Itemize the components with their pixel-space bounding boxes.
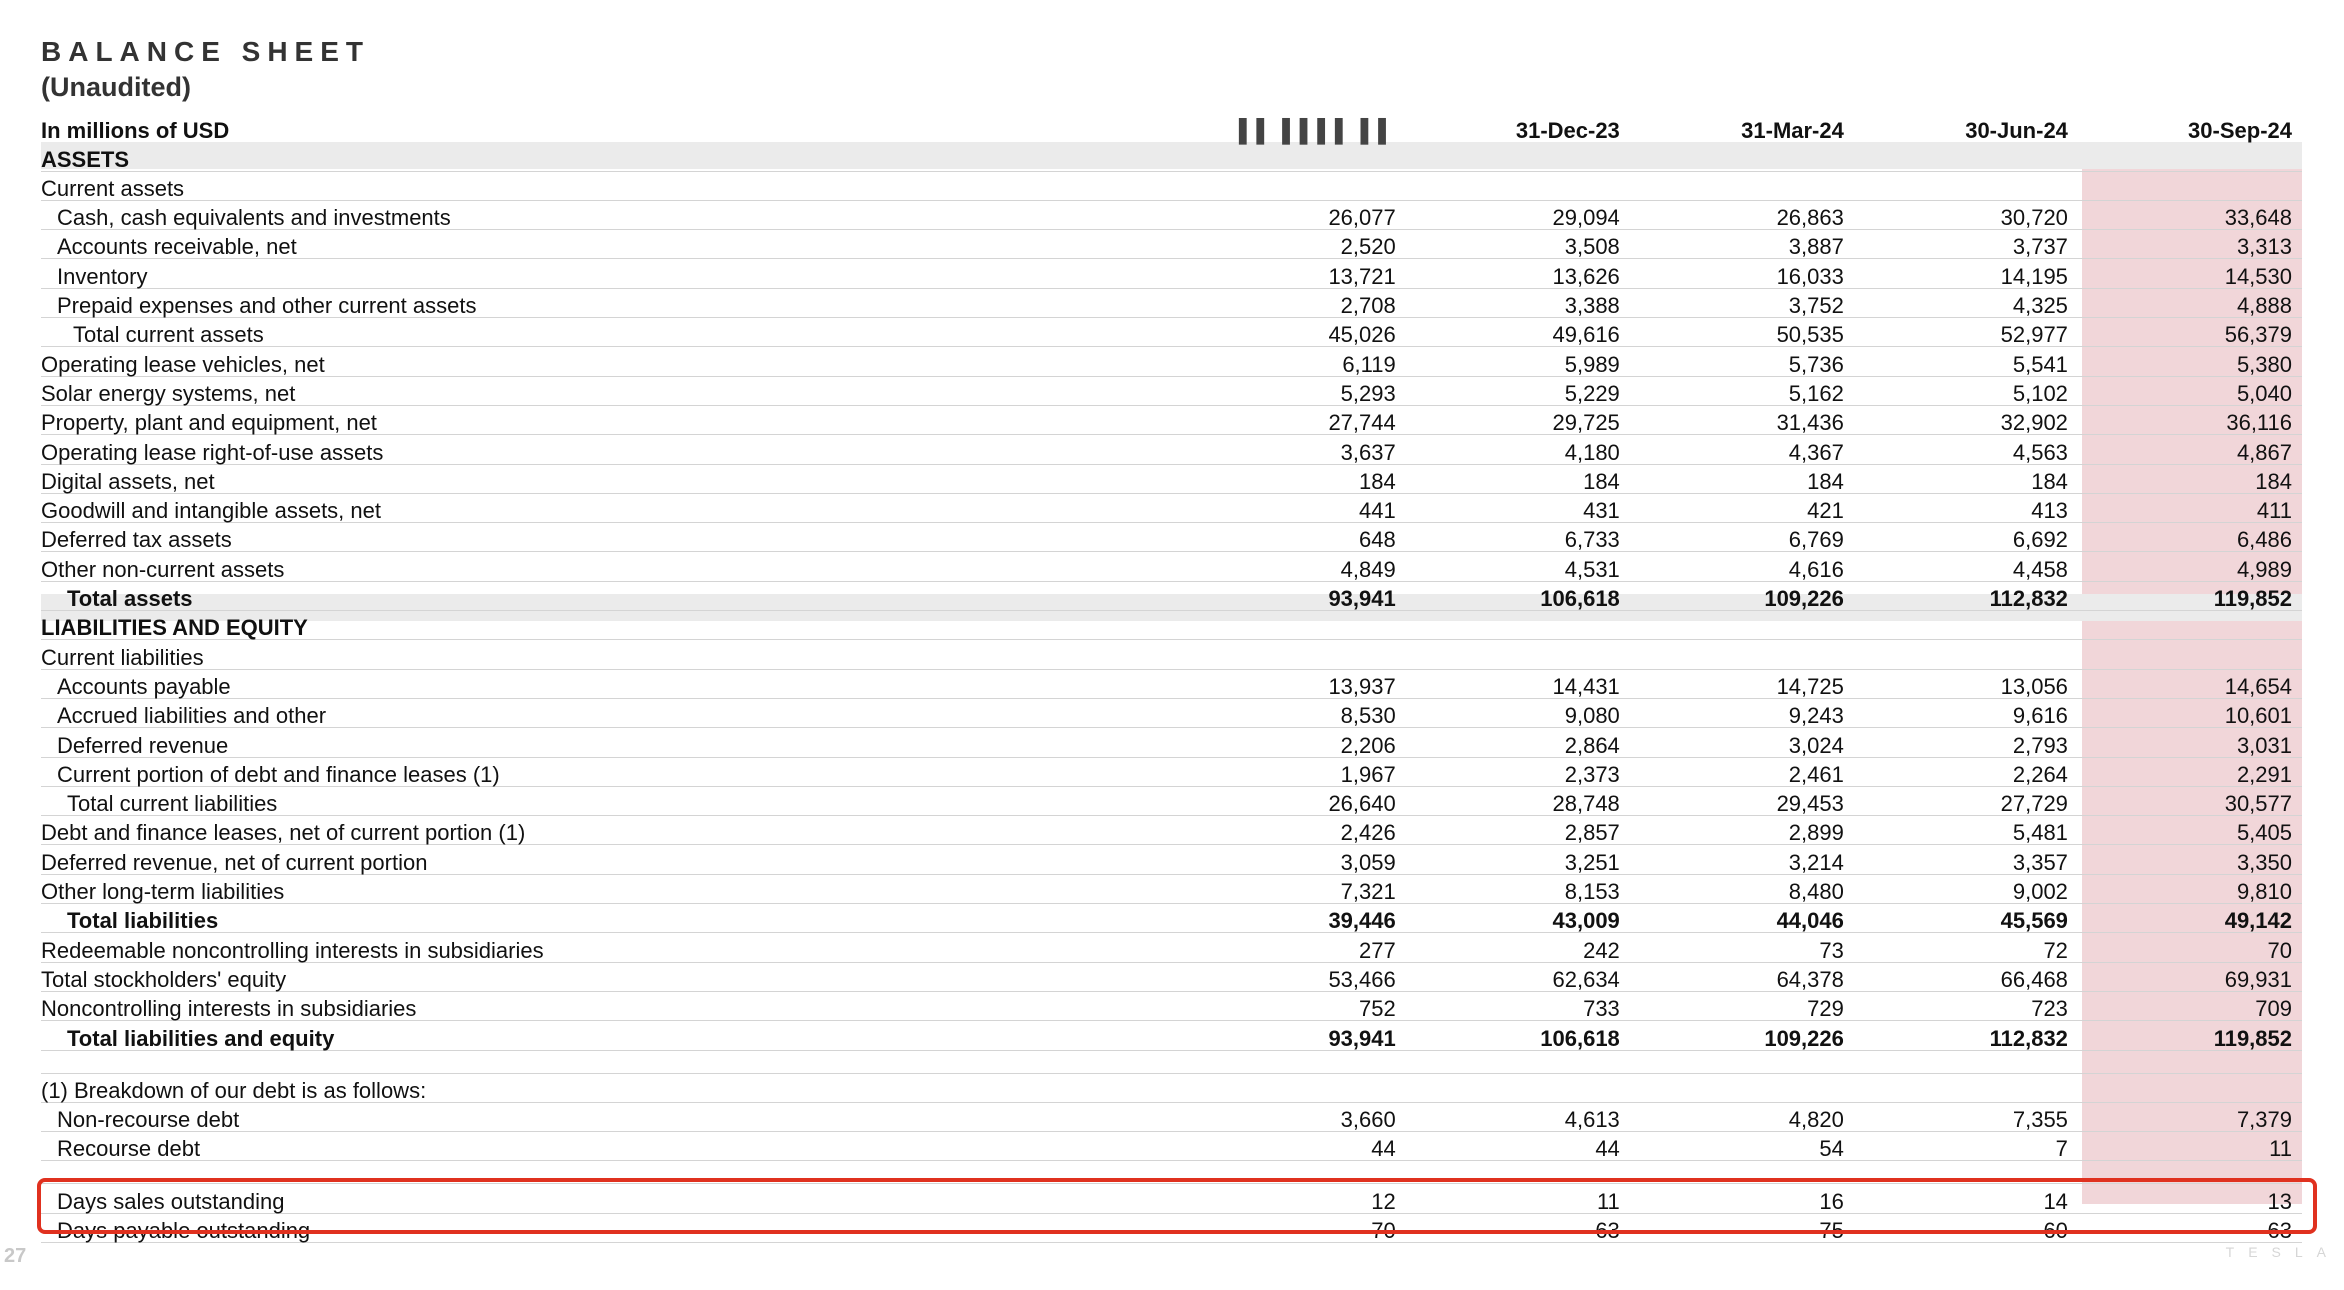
cell-value: 5,541 bbox=[1854, 347, 2078, 376]
row-label: Deferred revenue, net of current portion bbox=[41, 845, 1182, 874]
cell-value: 2,426 bbox=[1182, 816, 1406, 845]
cell-value: 109,226 bbox=[1630, 1021, 1854, 1050]
table-row bbox=[41, 259, 2302, 288]
cell-value: 3,887 bbox=[1630, 230, 1854, 259]
cell-value: 60 bbox=[1854, 1213, 2078, 1242]
cell-value: 12 bbox=[1182, 1184, 1406, 1213]
cell-value: 14,725 bbox=[1630, 669, 1854, 698]
row-label: Other long-term liabilities bbox=[41, 874, 1182, 903]
cell-value: 14,654 bbox=[2078, 669, 2302, 698]
row-label: Days payable outstanding bbox=[41, 1213, 1182, 1242]
cell-value: 7,379 bbox=[2078, 1102, 2302, 1131]
cell-value: 729 bbox=[1630, 991, 1854, 1020]
cell-value: 119,852 bbox=[2078, 581, 2302, 610]
cell-value: 52,977 bbox=[1854, 318, 2078, 347]
cell-value: 10,601 bbox=[2078, 698, 2302, 727]
cell-value: 709 bbox=[2078, 991, 2302, 1020]
cell-value: 13 bbox=[2078, 1184, 2302, 1213]
cell-value: 75 bbox=[1630, 1213, 1854, 1242]
row-label: Other non-current assets bbox=[41, 552, 1182, 581]
page-number: 27 bbox=[4, 1245, 27, 1267]
cell-value: 3,660 bbox=[1182, 1102, 1406, 1131]
cell-value: 2,857 bbox=[1406, 816, 1630, 845]
cell-value: 3,637 bbox=[1182, 435, 1406, 464]
cell-value: 3,737 bbox=[1854, 230, 2078, 259]
row-label: Solar energy systems, net bbox=[41, 376, 1182, 405]
cell-value: 4,180 bbox=[1406, 435, 1630, 464]
cell-value: 70 bbox=[2078, 933, 2302, 962]
cell-value: 5,989 bbox=[1406, 347, 1630, 376]
unit-label: In millions of USD bbox=[41, 118, 230, 144]
cell-value: 49,616 bbox=[1406, 318, 1630, 347]
cell-value: 32,902 bbox=[1854, 405, 2078, 434]
row-label: Current portion of debt and finance leases (1) bbox=[41, 757, 1182, 786]
cell-value: 184 bbox=[1630, 464, 1854, 493]
cell-value: 2,520 bbox=[1182, 230, 1406, 259]
cell-value: 4,849 bbox=[1182, 552, 1406, 581]
row-label: Redeemable noncontrolling interests in subsidiaries bbox=[41, 933, 1182, 962]
row-label: Accounts payable bbox=[41, 669, 1182, 698]
row-label: Deferred tax assets bbox=[41, 523, 1182, 552]
cell-value: 106,618 bbox=[1406, 1021, 1630, 1050]
cell-value: 9,002 bbox=[1854, 874, 2078, 903]
cell-value: 9,810 bbox=[2078, 874, 2302, 903]
cell-value: 2,373 bbox=[1406, 757, 1630, 786]
cell-value: 431 bbox=[1406, 493, 1630, 522]
page-subtitle: (Unaudited) bbox=[41, 72, 191, 102]
cell-value: 7,321 bbox=[1182, 874, 1406, 903]
cell-value: 4,458 bbox=[1854, 552, 2078, 581]
cell-value: 4,867 bbox=[2078, 435, 2302, 464]
cell-value: 16 bbox=[1630, 1184, 1854, 1213]
cell-value: 44 bbox=[1182, 1132, 1406, 1161]
cell-value: 50,535 bbox=[1630, 318, 1854, 347]
cell-value: 54 bbox=[1630, 1132, 1854, 1161]
cell-value: 184 bbox=[1854, 464, 2078, 493]
cell-value: 13,056 bbox=[1854, 669, 2078, 698]
cell-value: 49,142 bbox=[2078, 904, 2302, 933]
cell-value: 27,729 bbox=[1854, 786, 2078, 815]
row-label: Cash, cash equivalents and investments bbox=[41, 200, 1182, 229]
column-header-period-1: ▌▌ ▌▌▌▌ ▌▌ bbox=[1238, 118, 1396, 144]
row-label: Goodwill and intangible assets, net bbox=[41, 493, 1182, 522]
table-row bbox=[41, 933, 2302, 962]
cell-value: 53,466 bbox=[1182, 962, 1406, 991]
cell-value: 109,226 bbox=[1630, 581, 1854, 610]
cell-value: 9,243 bbox=[1630, 698, 1854, 727]
row-label: Current assets bbox=[41, 171, 1182, 200]
cell-value: 648 bbox=[1182, 523, 1406, 552]
cell-value: 242 bbox=[1406, 933, 1630, 962]
total-row bbox=[41, 581, 2302, 610]
cell-value: 29,453 bbox=[1630, 786, 1854, 815]
cell-value: 5,405 bbox=[2078, 816, 2302, 845]
table-row bbox=[41, 728, 2302, 757]
cell-value: 5,102 bbox=[1854, 376, 2078, 405]
cell-value: 70 bbox=[1182, 1213, 1406, 1242]
cell-value: 733 bbox=[1406, 991, 1630, 1020]
table-row bbox=[41, 991, 2302, 1020]
cell-value: 5,293 bbox=[1182, 376, 1406, 405]
cell-value: 33,648 bbox=[2078, 200, 2302, 229]
cell-value: 9,616 bbox=[1854, 698, 2078, 727]
page-title: BALANCE SHEET bbox=[41, 36, 371, 67]
row-label: Debt and finance leases, net of current portion (1) bbox=[41, 816, 1182, 845]
cell-value: 64,378 bbox=[1630, 962, 1854, 991]
cell-value: 3,059 bbox=[1182, 845, 1406, 874]
row-label: Total current assets bbox=[41, 318, 1182, 347]
row-label: LIABILITIES AND EQUITY bbox=[41, 611, 1182, 640]
cell-value: 5,736 bbox=[1630, 347, 1854, 376]
row-label: Accounts receivable, net bbox=[41, 230, 1182, 259]
cell-value: 16,033 bbox=[1630, 259, 1854, 288]
cell-value: 14,195 bbox=[1854, 259, 2078, 288]
cell-value: 277 bbox=[1182, 933, 1406, 962]
cell-value: 44 bbox=[1406, 1132, 1630, 1161]
cell-value: 441 bbox=[1182, 493, 1406, 522]
spacer-row bbox=[41, 1050, 2302, 1073]
cell-value: 45,569 bbox=[1854, 904, 2078, 933]
table-row bbox=[41, 874, 2302, 903]
total-row bbox=[41, 1021, 2302, 1050]
table-row bbox=[41, 669, 2302, 698]
cell-value: 11 bbox=[2078, 1132, 2302, 1161]
cell-value: 6,119 bbox=[1182, 347, 1406, 376]
row-label: Noncontrolling interests in subsidiaries bbox=[41, 991, 1182, 1020]
cell-value: 3,024 bbox=[1630, 728, 1854, 757]
cell-value: 421 bbox=[1630, 493, 1854, 522]
row-label: Total liabilities bbox=[41, 904, 1182, 933]
cell-value: 4,531 bbox=[1406, 552, 1630, 581]
cell-value: 3,752 bbox=[1630, 288, 1854, 317]
table-row bbox=[41, 230, 2302, 259]
table-row bbox=[41, 493, 2302, 522]
table-row bbox=[41, 405, 2302, 434]
cell-value: 73 bbox=[1630, 933, 1854, 962]
cell-value: 8,530 bbox=[1182, 698, 1406, 727]
cell-value: 13,721 bbox=[1182, 259, 1406, 288]
cell-value: 27,744 bbox=[1182, 405, 1406, 434]
table-row bbox=[41, 962, 2302, 991]
brand-logo: TESLA bbox=[2225, 1244, 2340, 1260]
cell-value: 411 bbox=[2078, 493, 2302, 522]
subtotal-row bbox=[41, 786, 2302, 815]
table-row bbox=[41, 698, 2302, 727]
header-row bbox=[41, 114, 2302, 142]
cell-value: 30,720 bbox=[1854, 200, 2078, 229]
column-header-period-2: 31-Dec-23 bbox=[1515, 118, 1620, 144]
table-row bbox=[41, 845, 2302, 874]
cell-value: 45,026 bbox=[1182, 318, 1406, 347]
balance-sheet-table bbox=[41, 114, 2302, 1243]
table-row bbox=[41, 464, 2302, 493]
cell-value: 28,748 bbox=[1406, 786, 1630, 815]
cell-value: 6,486 bbox=[2078, 523, 2302, 552]
row-label: Non-recourse debt bbox=[41, 1102, 1182, 1131]
cell-value: 30,577 bbox=[2078, 786, 2302, 815]
cell-value: 2,793 bbox=[1854, 728, 2078, 757]
cell-value: 8,480 bbox=[1630, 874, 1854, 903]
cell-value: 3,508 bbox=[1406, 230, 1630, 259]
cell-value: 3,251 bbox=[1406, 845, 1630, 874]
cell-value: 29,094 bbox=[1406, 200, 1630, 229]
cell-value: 6,692 bbox=[1854, 523, 2078, 552]
cell-value: 8,153 bbox=[1406, 874, 1630, 903]
cell-value: 752 bbox=[1182, 991, 1406, 1020]
cell-value: 4,325 bbox=[1854, 288, 2078, 317]
cell-value: 4,820 bbox=[1630, 1102, 1854, 1131]
section-row-assets bbox=[41, 142, 2302, 171]
cell-value: 2,291 bbox=[2078, 757, 2302, 786]
cell-value: 14,431 bbox=[1406, 669, 1630, 698]
cell-value: 31,436 bbox=[1630, 405, 1854, 434]
cell-value: 5,481 bbox=[1854, 816, 2078, 845]
cell-value: 184 bbox=[2078, 464, 2302, 493]
cell-value: 4,367 bbox=[1630, 435, 1854, 464]
cell-value: 9,080 bbox=[1406, 698, 1630, 727]
cell-value: 2,864 bbox=[1406, 728, 1630, 757]
cell-value: 4,888 bbox=[2078, 288, 2302, 317]
callout-box bbox=[37, 1178, 2317, 1234]
column-header-period-3: 31-Mar-24 bbox=[1741, 118, 1844, 144]
cell-value: 13,626 bbox=[1406, 259, 1630, 288]
row-label: Total current liabilities bbox=[41, 786, 1182, 815]
cell-value: 4,989 bbox=[2078, 552, 2302, 581]
cell-value: 56,379 bbox=[2078, 318, 2302, 347]
cell-value: 112,832 bbox=[1854, 581, 2078, 610]
column-header-period-4: 30-Jun-24 bbox=[1965, 118, 2068, 144]
cell-value: 14 bbox=[1854, 1184, 2078, 1213]
column-header-period-5: 30-Sep-24 bbox=[2188, 118, 2292, 144]
footnote-row bbox=[41, 1073, 2302, 1102]
cell-value: 72 bbox=[1854, 933, 2078, 962]
cell-value: 7 bbox=[1854, 1132, 2078, 1161]
cell-value: 5,162 bbox=[1630, 376, 1854, 405]
subsection-row bbox=[41, 640, 2302, 669]
cell-value: 14,530 bbox=[2078, 259, 2302, 288]
row-label: Digital assets, net bbox=[41, 464, 1182, 493]
table-row bbox=[41, 200, 2302, 229]
row-label: Total stockholders' equity bbox=[41, 962, 1182, 991]
row-label: Total assets bbox=[41, 581, 1182, 610]
cell-value: 69,931 bbox=[2078, 962, 2302, 991]
cell-value: 26,640 bbox=[1182, 786, 1406, 815]
cell-value: 5,229 bbox=[1406, 376, 1630, 405]
cell-value: 63 bbox=[2078, 1213, 2302, 1242]
cell-value: 3,357 bbox=[1854, 845, 2078, 874]
cell-value: 413 bbox=[1854, 493, 2078, 522]
cell-value: 93,941 bbox=[1182, 581, 1406, 610]
cell-value: 3,313 bbox=[2078, 230, 2302, 259]
cell-value: 2,708 bbox=[1182, 288, 1406, 317]
cell-value: 4,563 bbox=[1854, 435, 2078, 464]
table-row bbox=[41, 1102, 2302, 1131]
row-label: Property, plant and equipment, net bbox=[41, 405, 1182, 434]
row-label: (1) Breakdown of our debt is as follows: bbox=[41, 1073, 1182, 1102]
table-row bbox=[41, 435, 2302, 464]
cell-value: 3,214 bbox=[1630, 845, 1854, 874]
cell-value: 5,380 bbox=[2078, 347, 2302, 376]
row-label: Operating lease right-of-use assets bbox=[41, 435, 1182, 464]
cell-value: 2,264 bbox=[1854, 757, 2078, 786]
cell-value: 26,863 bbox=[1630, 200, 1854, 229]
cell-value: 3,388 bbox=[1406, 288, 1630, 317]
cell-value: 2,899 bbox=[1630, 816, 1854, 845]
table-row bbox=[41, 288, 2302, 317]
table-row bbox=[41, 347, 2302, 376]
cell-value: 2,206 bbox=[1182, 728, 1406, 757]
cell-value: 4,613 bbox=[1406, 1102, 1630, 1131]
cell-value: 39,446 bbox=[1182, 904, 1406, 933]
cell-value: 6,733 bbox=[1406, 523, 1630, 552]
cell-value: 723 bbox=[1854, 991, 2078, 1020]
cell-value: 43,009 bbox=[1406, 904, 1630, 933]
table-row bbox=[41, 1132, 2302, 1161]
table-row bbox=[41, 757, 2302, 786]
row-label: Total liabilities and equity bbox=[41, 1021, 1182, 1050]
cell-value: 44,046 bbox=[1630, 904, 1854, 933]
section-row-liabilities-equity bbox=[41, 611, 2302, 640]
subtotal-row bbox=[41, 318, 2302, 347]
cell-value: 112,832 bbox=[1854, 1021, 2078, 1050]
cell-value: 62,634 bbox=[1406, 962, 1630, 991]
row-label: Deferred revenue bbox=[41, 728, 1182, 757]
row-label: ASSETS bbox=[41, 142, 1182, 171]
cell-value: 7,355 bbox=[1854, 1102, 2078, 1131]
row-label: Prepaid expenses and other current assets bbox=[41, 288, 1182, 317]
row-label: Accrued liabilities and other bbox=[41, 698, 1182, 727]
cell-value: 184 bbox=[1182, 464, 1406, 493]
cell-value: 13,937 bbox=[1182, 669, 1406, 698]
cell-value: 184 bbox=[1406, 464, 1630, 493]
total-row bbox=[41, 904, 2302, 933]
row-label: Current liabilities bbox=[41, 640, 1182, 669]
row-label: Inventory bbox=[41, 259, 1182, 288]
cell-value: 2,461 bbox=[1630, 757, 1854, 786]
row-label: Operating lease vehicles, net bbox=[41, 347, 1182, 376]
cell-value: 3,350 bbox=[2078, 845, 2302, 874]
cell-value: 4,616 bbox=[1630, 552, 1854, 581]
cell-value: 63 bbox=[1406, 1213, 1630, 1242]
cell-value: 3,031 bbox=[2078, 728, 2302, 757]
cell-value: 66,468 bbox=[1854, 962, 2078, 991]
table-row bbox=[41, 816, 2302, 845]
row-label: Days sales outstanding bbox=[41, 1184, 1182, 1213]
cell-value: 26,077 bbox=[1182, 200, 1406, 229]
cell-value: 1,967 bbox=[1182, 757, 1406, 786]
cell-value: 119,852 bbox=[2078, 1021, 2302, 1050]
cell-value: 36,116 bbox=[2078, 405, 2302, 434]
cell-value: 6,769 bbox=[1630, 523, 1854, 552]
table-row bbox=[41, 552, 2302, 581]
cell-value: 93,941 bbox=[1182, 1021, 1406, 1050]
table-row bbox=[41, 523, 2302, 552]
row-label: Recourse debt bbox=[41, 1132, 1182, 1161]
subsection-row bbox=[41, 171, 2302, 200]
table-row bbox=[41, 376, 2302, 405]
cell-value: 106,618 bbox=[1406, 581, 1630, 610]
cell-value: 11 bbox=[1406, 1184, 1630, 1213]
cell-value: 29,725 bbox=[1406, 405, 1630, 434]
cell-value: 5,040 bbox=[2078, 376, 2302, 405]
